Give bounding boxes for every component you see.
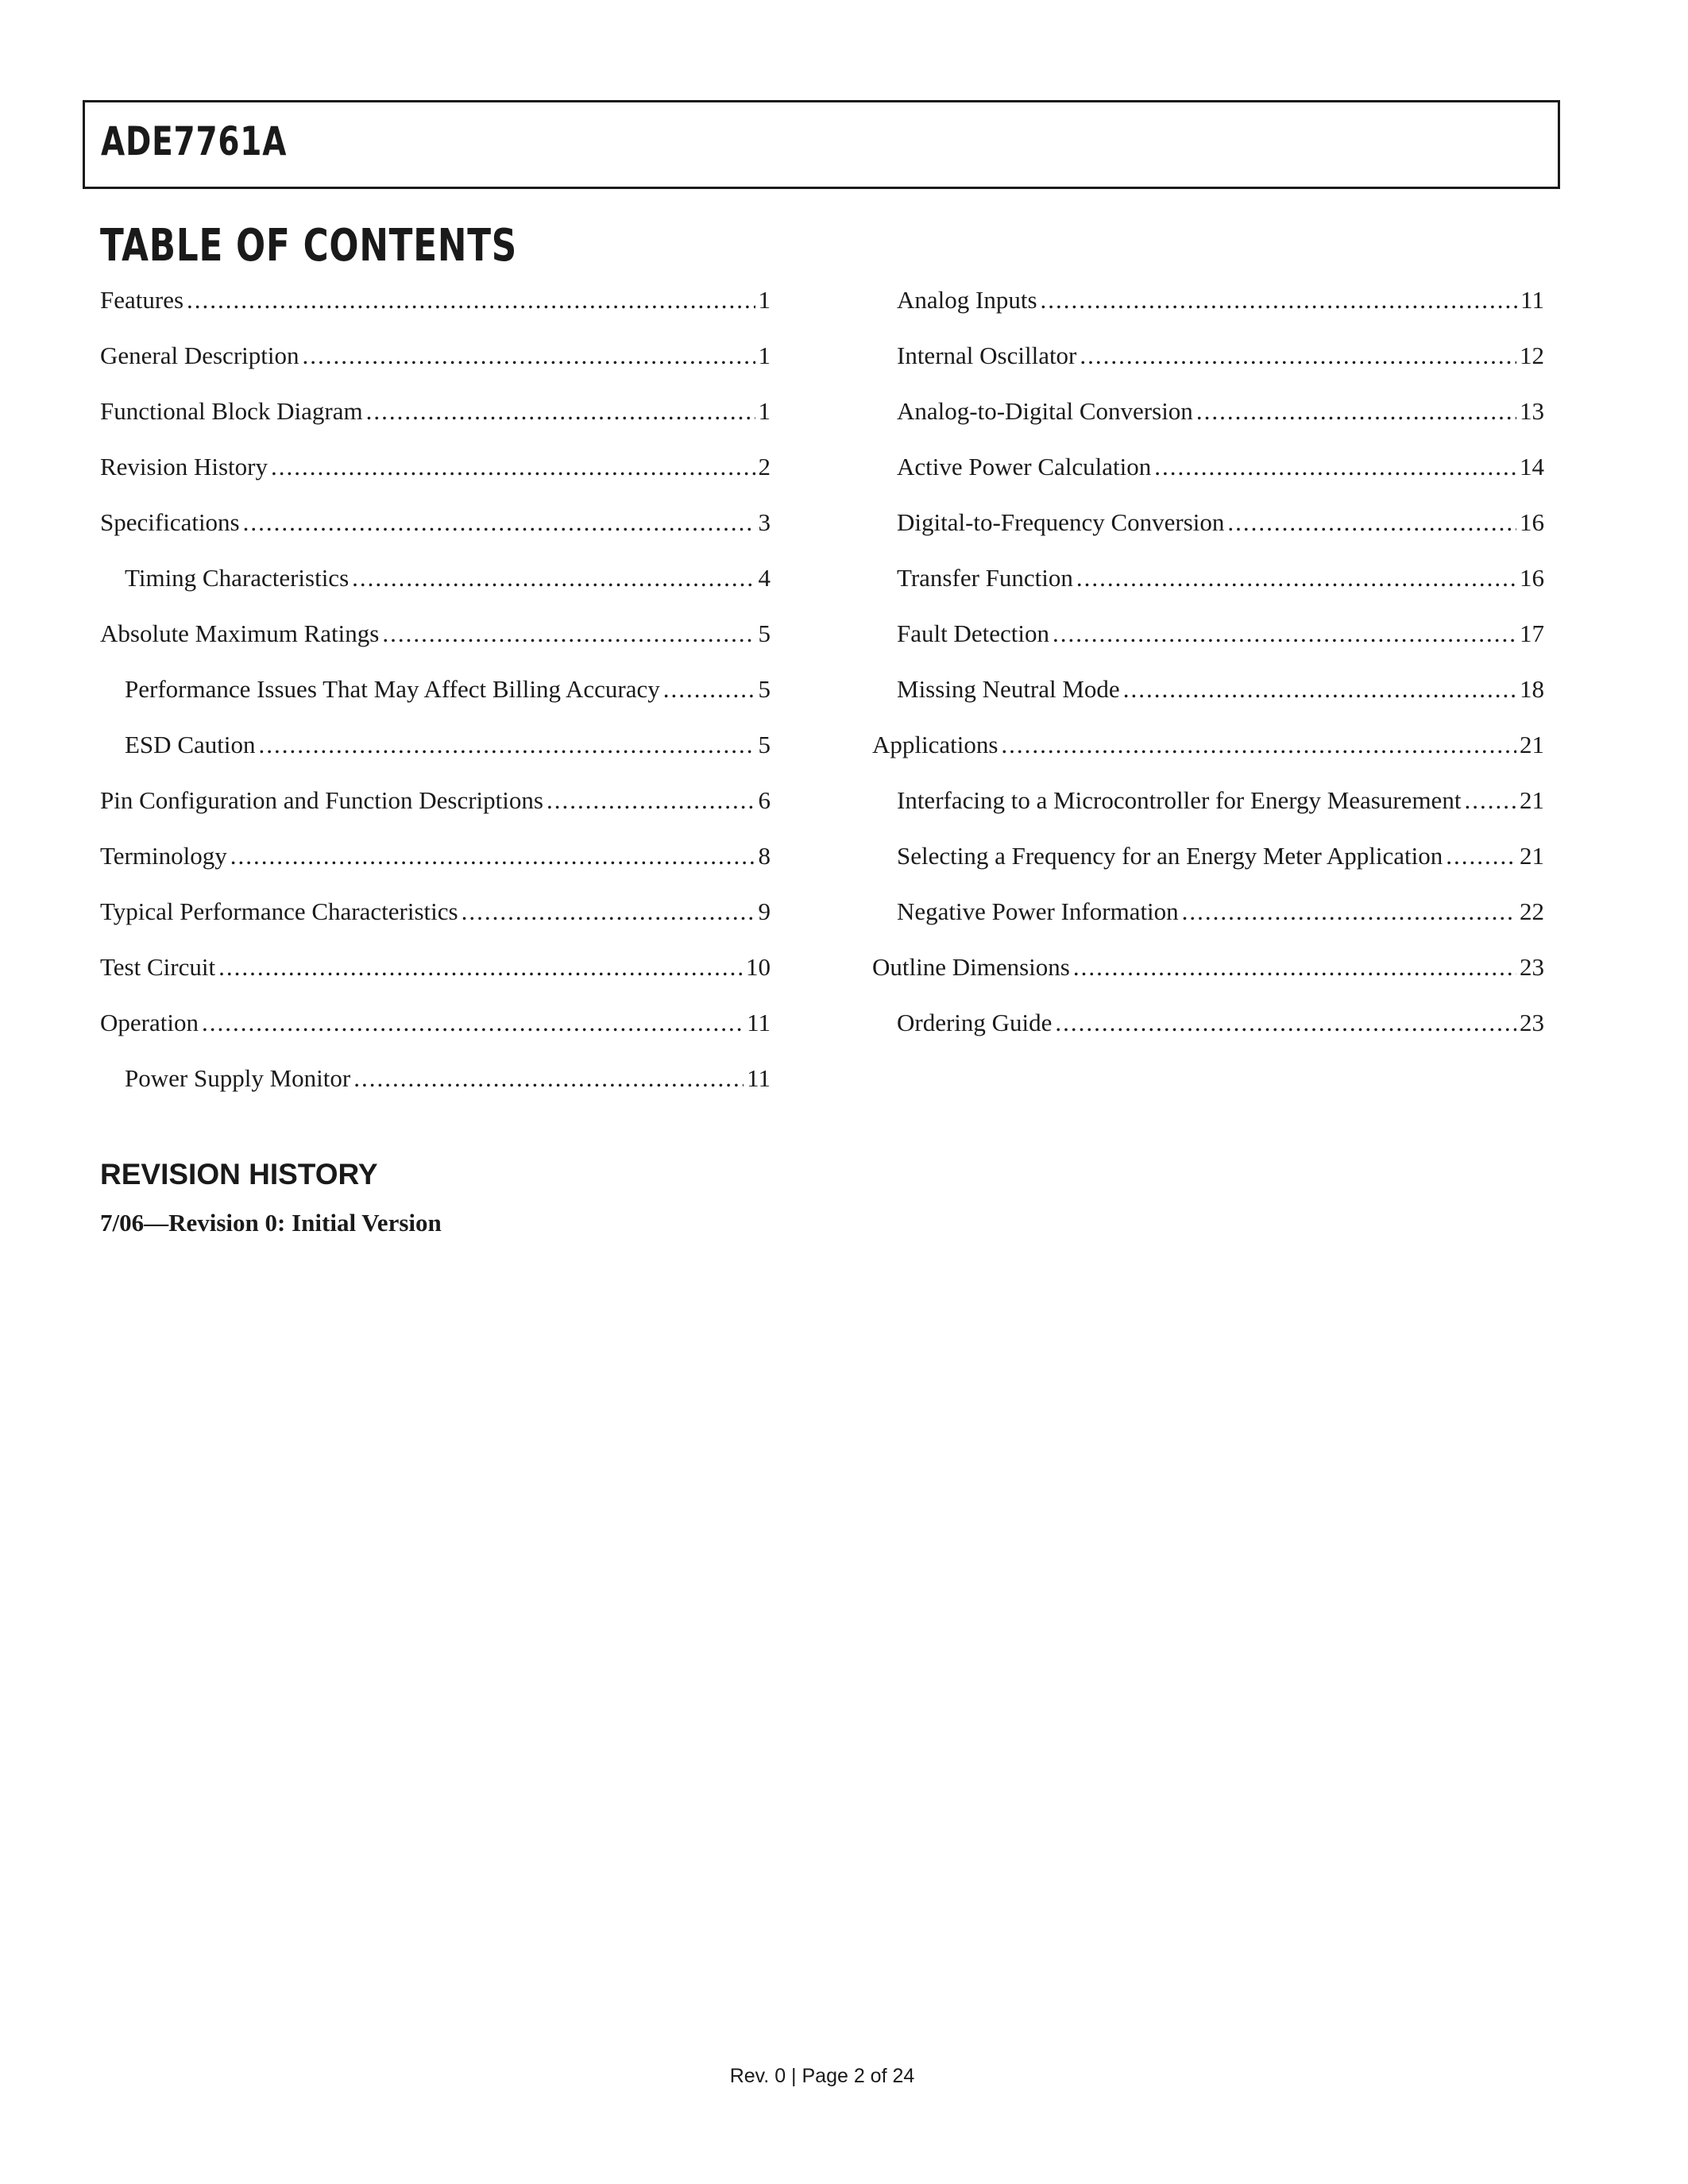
- toc-entry[interactable]: [872, 338, 1544, 394]
- toc-entry[interactable]: [872, 783, 1544, 839]
- toc-entry[interactable]: [100, 616, 771, 672]
- toc-entry-page: 11: [747, 1009, 771, 1036]
- toc-dot-leader: [1076, 561, 1516, 596]
- toc-entry-page: 16: [1520, 508, 1544, 536]
- toc-entry[interactable]: [872, 561, 1544, 616]
- toc-entry-page: 17: [1520, 619, 1544, 647]
- toc-entry[interactable]: [100, 783, 771, 839]
- toc-dot-leader: [1182, 894, 1516, 929]
- toc-entry[interactable]: [872, 894, 1544, 950]
- toc-dot-leader: [352, 561, 755, 596]
- toc-entry-page: 21: [1520, 786, 1544, 814]
- toc-entry-title: Negative Power Information: [897, 897, 1179, 925]
- toc-dot-leader: [1196, 394, 1516, 429]
- toc-entry-page: 12: [1520, 341, 1544, 369]
- toc-entry-page: 3: [758, 508, 771, 536]
- toc-dot-leader: [218, 950, 743, 985]
- toc-dot-leader: [243, 505, 755, 540]
- toc-dot-leader: [1073, 950, 1516, 985]
- toc-entry-title: Transfer Function: [897, 564, 1073, 592]
- toc-entry-title: Terminology: [100, 842, 227, 870]
- toc-right-column: [872, 283, 1544, 1061]
- toc-dot-leader: [230, 839, 755, 874]
- toc-dot-leader: [1123, 672, 1516, 707]
- toc-entry-page: 14: [1520, 453, 1544, 480]
- revision-entry: 7/06—Revision 0: Initial Version: [100, 1209, 442, 1237]
- toc-dot-leader: [366, 394, 755, 429]
- toc-entry-page: 5: [758, 731, 771, 758]
- toc-entry-page: 10: [746, 953, 771, 981]
- toc-entry-title: Ordering Guide: [897, 1009, 1053, 1036]
- toc-entry-page: 4: [758, 564, 771, 592]
- toc-entry[interactable]: [872, 727, 1544, 783]
- toc-dot-leader: [1001, 727, 1516, 762]
- toc-entry[interactable]: [872, 839, 1544, 894]
- toc-entry-page: 1: [758, 341, 771, 369]
- toc-dot-leader: [1154, 450, 1516, 484]
- toc-dot-leader: [382, 616, 755, 651]
- toc-entry[interactable]: [100, 894, 771, 950]
- toc-entry-page: 13: [1520, 397, 1544, 425]
- toc-entry-title: Power Supply Monitor: [125, 1064, 351, 1092]
- toc-entry[interactable]: [100, 727, 771, 783]
- toc-entry[interactable]: [872, 505, 1544, 561]
- toc-entry-page: 6: [758, 786, 771, 814]
- toc-dot-leader: [1080, 338, 1516, 373]
- toc-entry-page: 22: [1520, 897, 1544, 925]
- toc-entry-page: 21: [1520, 731, 1544, 758]
- toc-entry[interactable]: [872, 1005, 1544, 1061]
- toc-entry-title: Pin Configuration and Function Descriptions: [100, 786, 543, 814]
- toc-entry-page: 1: [758, 397, 771, 425]
- header-box: [83, 100, 1560, 189]
- toc-entry-page: 11: [1520, 286, 1544, 314]
- toc-dot-leader: [302, 338, 755, 373]
- toc-dot-leader: [353, 1061, 744, 1096]
- toc-entry-title: Analog Inputs: [897, 286, 1037, 314]
- toc-entry-title: ESD Caution: [125, 731, 256, 758]
- toc-dot-leader: [1055, 1005, 1516, 1040]
- toc-entry-title: Applications: [872, 731, 999, 758]
- toc-entry[interactable]: [872, 283, 1544, 338]
- revision-history-heading: REVISION HISTORY: [100, 1158, 378, 1190]
- toc-dot-leader: [1053, 616, 1516, 651]
- toc-entry[interactable]: [100, 283, 771, 338]
- toc-dot-leader: [1227, 505, 1516, 540]
- toc-dot-leader: [462, 894, 755, 929]
- toc-entry[interactable]: [100, 394, 771, 450]
- toc-entry[interactable]: [100, 505, 771, 561]
- toc-entry-title: Features: [100, 286, 184, 314]
- toc-entry-page: 23: [1520, 953, 1544, 981]
- toc-entry[interactable]: [872, 394, 1544, 450]
- toc-entry-page: 5: [758, 675, 771, 703]
- toc-entry-page: 2: [758, 453, 771, 480]
- toc-entry-page: 18: [1520, 675, 1544, 703]
- toc-entry[interactable]: [100, 450, 771, 505]
- toc-entry[interactable]: [872, 672, 1544, 727]
- toc-entry-title: Internal Oscillator: [897, 341, 1077, 369]
- toc-entry-title: Performance Issues That May Affect Billing Accuracy: [125, 675, 660, 703]
- toc-dot-leader: [202, 1005, 744, 1040]
- toc-entry-title: Analog-to-Digital Conversion: [897, 397, 1193, 425]
- toc-left-column: [100, 283, 771, 1117]
- toc-entry[interactable]: [100, 672, 771, 727]
- toc-entry-page: 21: [1520, 842, 1544, 870]
- toc-entry-title: Test Circuit: [100, 953, 216, 981]
- toc-entry-title: Missing Neutral Mode: [897, 675, 1120, 703]
- toc-entry-title: Digital-to-Frequency Conversion: [897, 508, 1225, 536]
- toc-entry-page: 5: [758, 619, 771, 647]
- toc-dot-leader: [271, 450, 755, 484]
- toc-entry-page: 8: [758, 842, 771, 870]
- toc-entry-title: Outline Dimensions: [872, 953, 1070, 981]
- toc-entry[interactable]: [100, 561, 771, 616]
- toc-entry[interactable]: [100, 839, 771, 894]
- toc-entry-title: Typical Performance Characteristics: [100, 897, 458, 925]
- toc-entry-page: 11: [747, 1064, 771, 1092]
- page-footer: Rev. 0 | Page 2 of 24: [729, 2065, 915, 2087]
- toc-entry[interactable]: [100, 1061, 771, 1117]
- toc-entry[interactable]: [872, 450, 1544, 505]
- toc-dot-leader: [1464, 783, 1516, 818]
- toc-entry-page: 16: [1520, 564, 1544, 592]
- toc-entry-title: Revision History: [100, 453, 268, 480]
- toc-entry-title: Fault Detection: [897, 619, 1049, 647]
- toc-entry[interactable]: [872, 950, 1544, 1005]
- toc-entry-page: 9: [758, 897, 771, 925]
- toc-entry-title: Active Power Calculation: [897, 453, 1152, 480]
- toc-entry-title: General Description: [100, 341, 299, 369]
- toc-heading: TABLE OF CONTENTS: [100, 220, 518, 272]
- toc-entry-page: 23: [1520, 1009, 1544, 1036]
- part-number: ADE7761A: [101, 118, 288, 164]
- toc-dot-leader: [547, 783, 755, 818]
- toc-entry-title: Specifications: [100, 508, 240, 536]
- toc-entry-title: Absolute Maximum Ratings: [100, 619, 380, 647]
- toc-entry-title: Timing Characteristics: [125, 564, 350, 592]
- toc-dot-leader: [663, 672, 755, 707]
- toc-entry-title: Functional Block Diagram: [100, 397, 363, 425]
- toc-entry[interactable]: [100, 338, 771, 394]
- toc-entry[interactable]: [100, 1005, 771, 1061]
- toc-dot-leader: [1446, 839, 1516, 874]
- toc-entry-title: Selecting a Frequency for an Energy Meter Application: [897, 842, 1443, 870]
- toc-dot-leader: [187, 283, 755, 318]
- toc-dot-leader: [1041, 283, 1518, 318]
- toc-entry[interactable]: [872, 616, 1544, 672]
- toc-entry-title: Interfacing to a Microcontroller for Energy Measurement: [897, 786, 1462, 814]
- toc-dot-leader: [258, 727, 755, 762]
- toc-entry[interactable]: [100, 950, 771, 1005]
- toc-entry-title: Operation: [100, 1009, 199, 1036]
- toc-entry-page: 1: [758, 286, 771, 314]
